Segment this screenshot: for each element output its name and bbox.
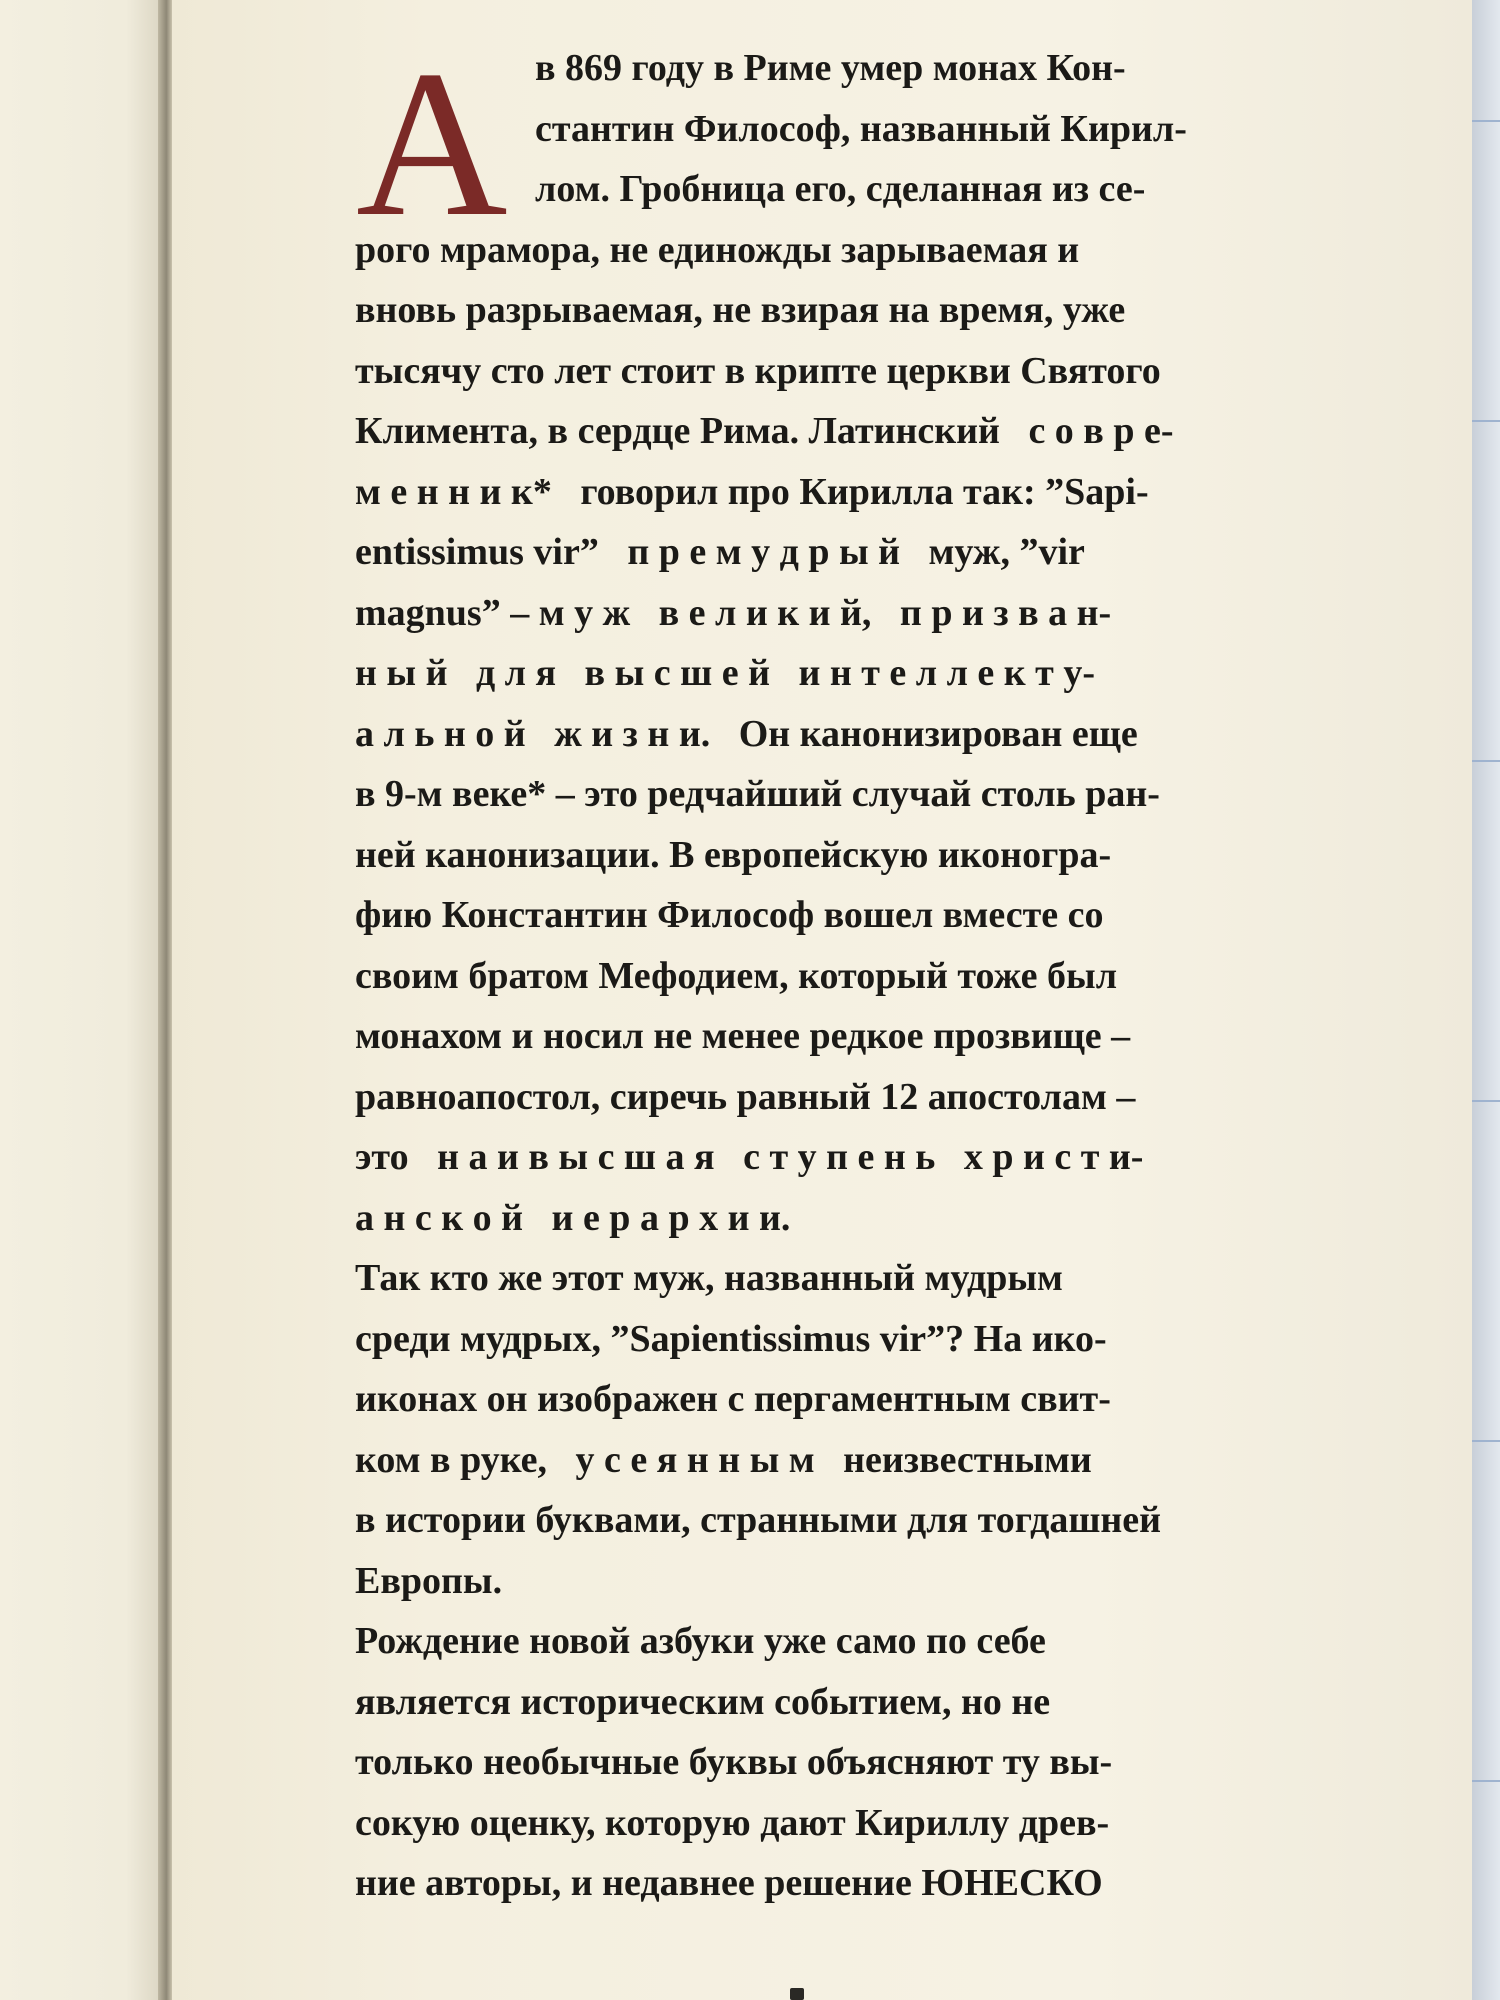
text-line: Рождение новой азбуки уже само по себе: [355, 1620, 1046, 1662]
text-line: а л ь н о й ж и з н и. Он канонизирован еще: [355, 712, 1138, 755]
text-line: Так кто же этот муж, названный мудрым: [355, 1257, 1063, 1299]
text-line: magnus” – м у ж в е л и к и й, п р и з в а н-: [355, 591, 1112, 634]
text-line: н ы й д л я в ы с ш е й и н т е л л е к т у-: [355, 652, 1095, 694]
text-line: м е н н и к* говорил про Кирилла так: ”Sapi-: [355, 470, 1149, 513]
text-line: среди мудрых, ”Sapientissimus vir”? На ико-: [355, 1317, 1107, 1360]
left-page: [0, 0, 168, 2000]
drop-cap: А: [356, 28, 508, 260]
text-line: сокую оценку, которую дают Кириллу древ-: [355, 1801, 1110, 1844]
text-line: стантин Философ, названный Кирил-: [535, 107, 1187, 150]
text-line: в 9-м веке* – это редчайший случай столь ран-: [355, 773, 1160, 815]
text-line: Европы.: [355, 1559, 503, 1602]
text-line: своим братом Мефодием, который тоже был: [355, 954, 1118, 997]
text-line: в 869 году в Риме умер монах Кон-: [535, 47, 1126, 89]
text-line: тысячу сто лет стоит в крипте церкви Святого: [355, 349, 1161, 392]
book-spine: [158, 0, 172, 2000]
text-line: является историческим событием, но не: [355, 1680, 1051, 1723]
page-underneath: [1472, 0, 1500, 2000]
text-line: а н с к о й и е р а р х и и.: [355, 1196, 791, 1239]
body-text: [355, 28, 1255, 1914]
text-line: ком в руке, у с е я н н ы м неизвестными: [355, 1438, 1092, 1481]
page-number-fragment: [790, 1988, 804, 2000]
text-line: иконах он изображен с пергаментным свит-: [355, 1378, 1111, 1420]
text-line: рого мрамора, не единожды зарываемая и: [355, 228, 1080, 271]
text-line: равноапостол, сиречь равный 12 апостолам –: [355, 1075, 1136, 1118]
text-line: лом. Гробница его, сделанная из се-: [535, 168, 1146, 210]
text-line: Климента, в сердце Рима. Латинский с о в р е-: [355, 410, 1174, 452]
text-line: фию Константин Философ вошел вместе со: [355, 894, 1104, 936]
text-line: только необычные буквы объясняют ту вы-: [355, 1741, 1113, 1783]
text-line: монахом и носил не менее редкое прозвище –: [355, 1015, 1131, 1057]
text-line: вновь разрываемая, не взирая на время, уже: [355, 289, 1126, 331]
text-line: ней канонизации. В европейскую иконогра-: [355, 833, 1112, 876]
text-line: ние авторы, и недавнее решение ЮНЕСКО: [355, 1862, 1103, 1904]
text-line: в истории буквами, странными для тогдашней: [355, 1499, 1162, 1541]
text-line: entissimus vir” п р е м у д р ы й муж, ”vir: [355, 531, 1085, 573]
text-line: это н а и в ы с ш а я с т у п е н ь х р и с т и-: [355, 1136, 1144, 1178]
